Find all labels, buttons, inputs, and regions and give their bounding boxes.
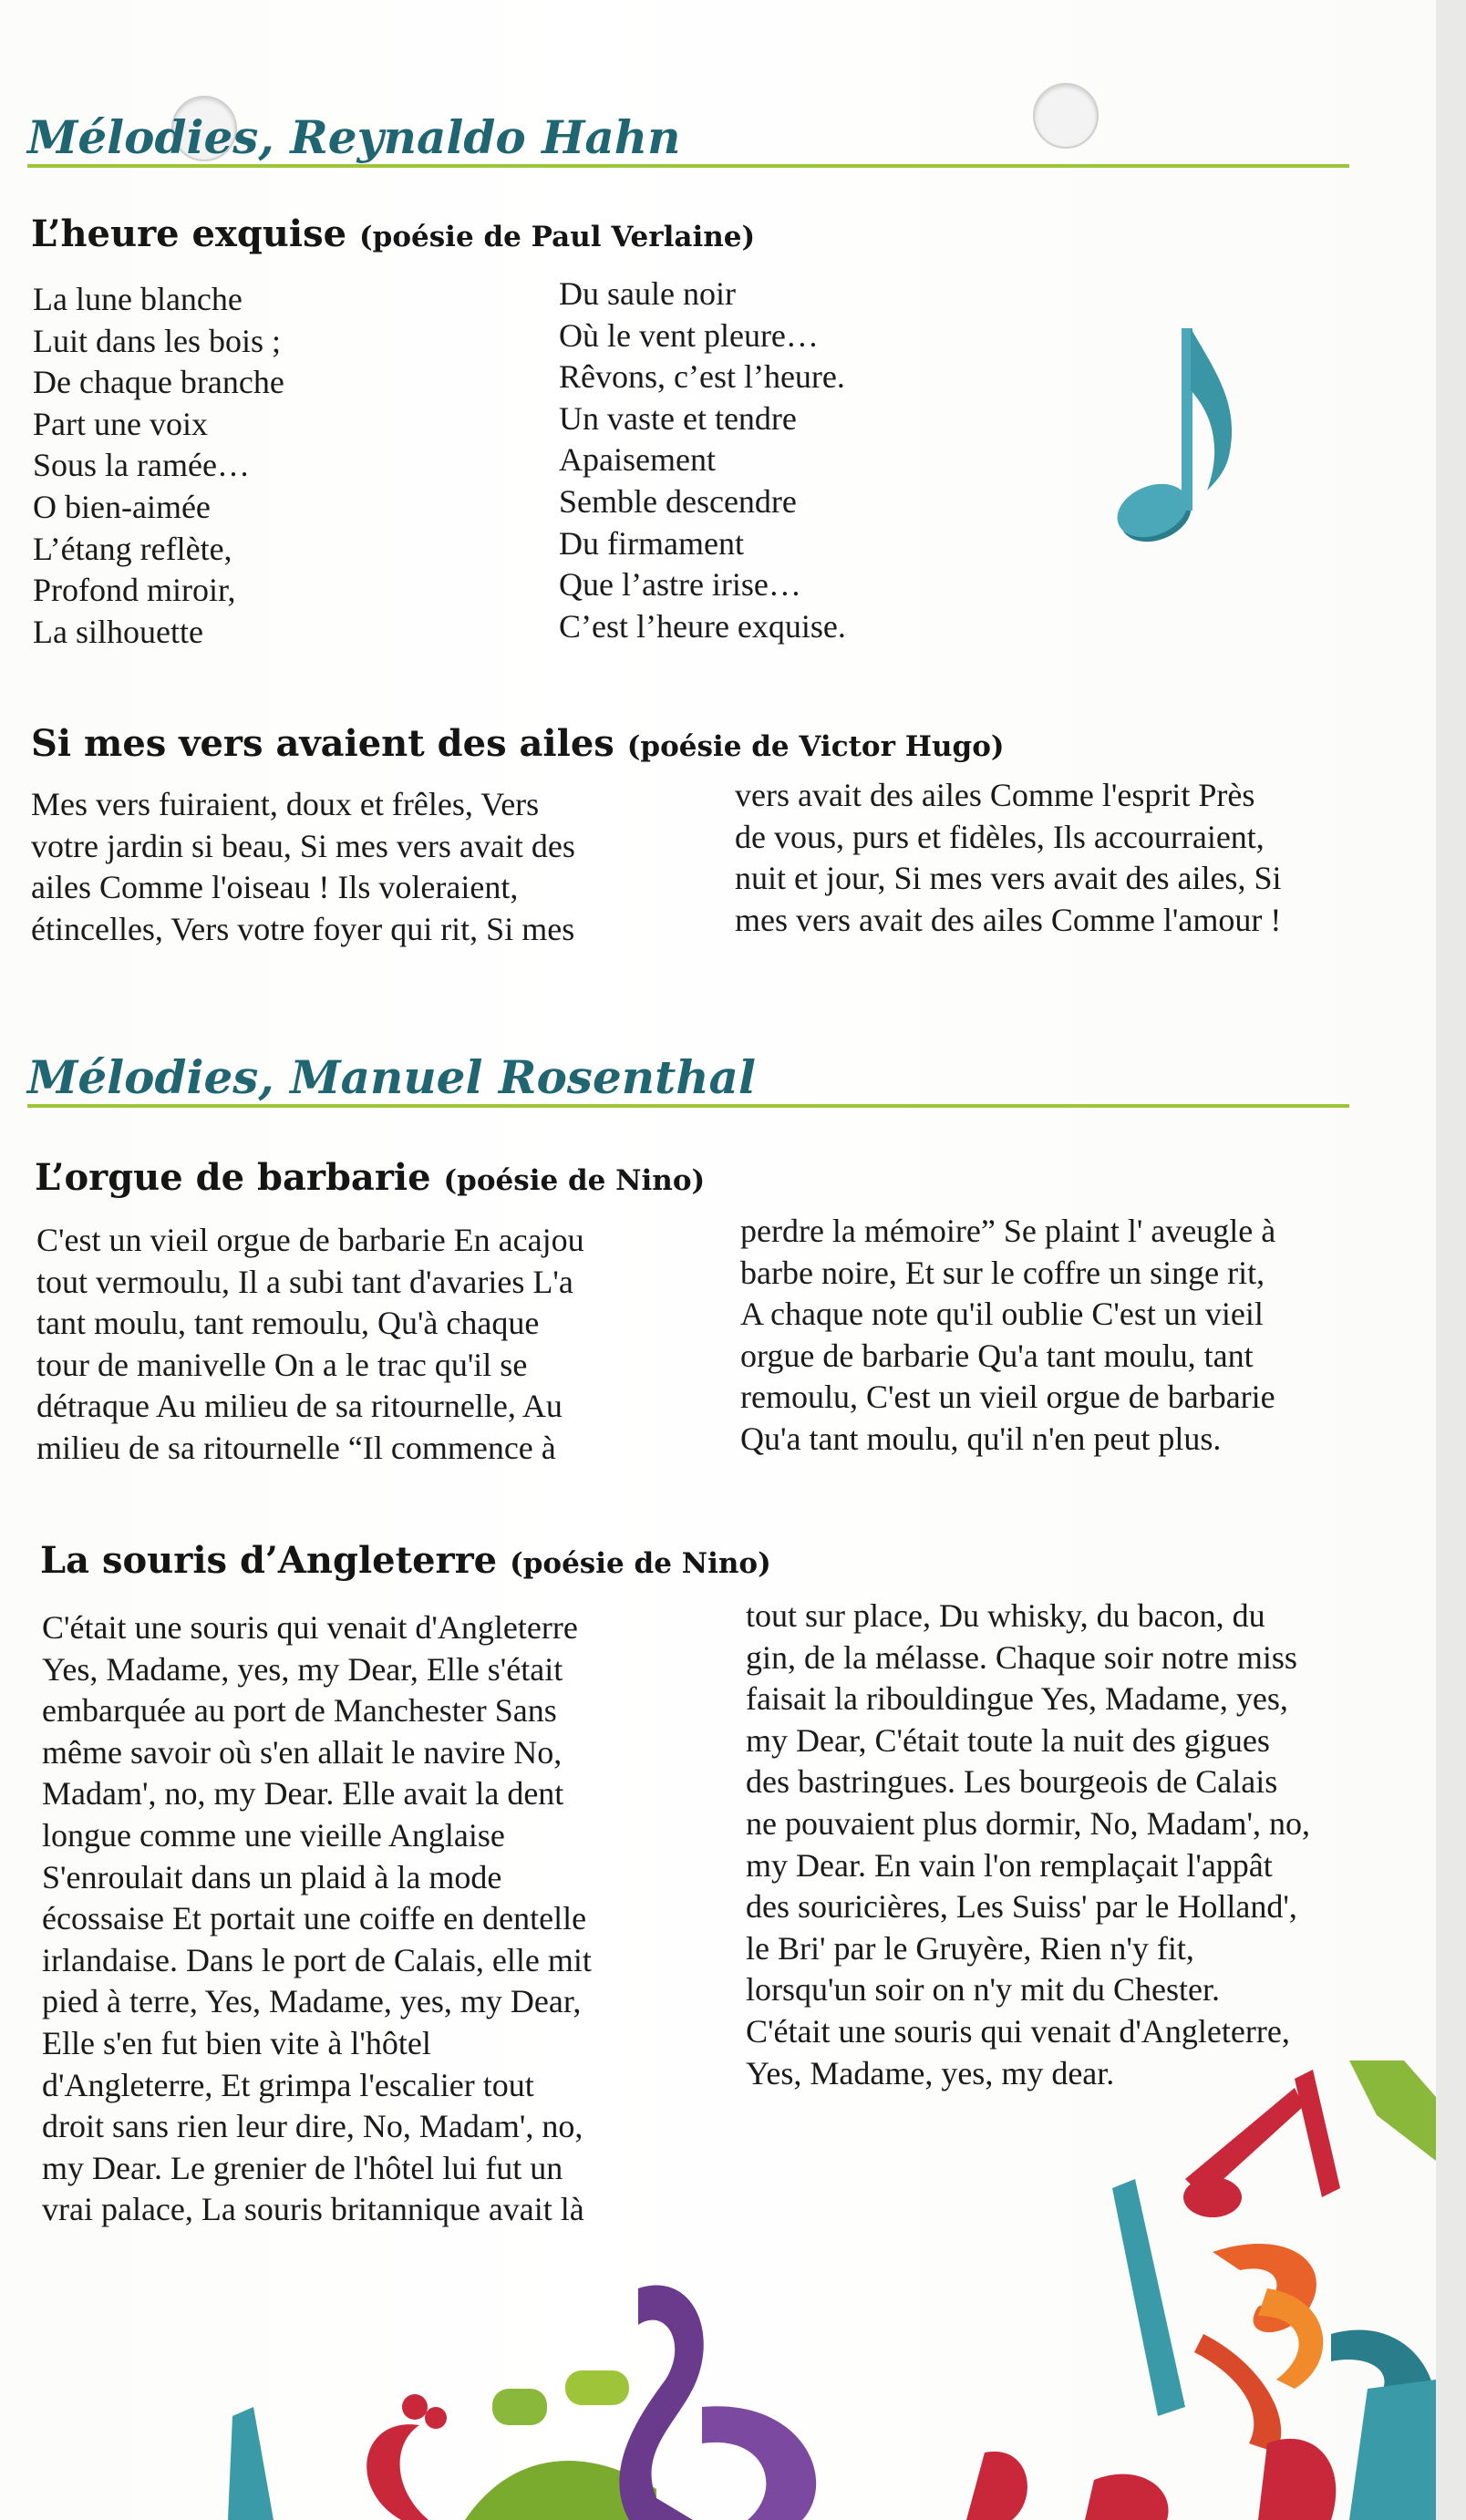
verse-line: Semble descendre bbox=[559, 482, 797, 520]
lyrics-line: vers avait des ailes Comme l'esprit Près bbox=[735, 777, 1255, 813]
lyrics-line: lorsqu'un soir on n'y mit du Chester. bbox=[746, 1971, 1220, 2009]
verse-line: Part une voix bbox=[33, 405, 208, 442]
lyrics-line: C'est un vieil orgue de barbarie En acajou bbox=[36, 1222, 584, 1258]
lyrics-line: Elle s'en fut bien vite à l'hôtel bbox=[42, 2024, 431, 2061]
lyrics-line: Yes, Madame, yes, my Dear, Elle s'était bbox=[42, 1650, 563, 1688]
lyrics-line: tour de manivelle On a le trac qu'il se bbox=[36, 1346, 528, 1383]
verse-line: Du saule noir bbox=[559, 275, 736, 312]
section-heading-rosenthal: Mélodies, Manuel Rosenthal bbox=[27, 1051, 1349, 1108]
verse-line: La lune blanche bbox=[33, 281, 243, 317]
song-title-text: Si mes vers avaient des ailes bbox=[31, 722, 614, 765]
purple-clef-icon bbox=[619, 2286, 816, 2520]
song-poet: (poésie de Victor Hugo) bbox=[626, 730, 1005, 763]
lyrics-line: milieu de sa ritournelle “Il commence à bbox=[36, 1429, 556, 1466]
song-title-orgue-de-barbarie bbox=[35, 1156, 705, 1199]
teal-note-icon bbox=[228, 2407, 274, 2520]
verse-line: De chaque branche bbox=[33, 364, 284, 401]
lyrics-line: Qu'a tant moulu, qu'il n'en peut plus. bbox=[740, 1420, 1222, 1457]
lyrics-line: my Dear. En vain l'on remplaçait l'appât bbox=[746, 1846, 1273, 1884]
verse-line: Un vaste et tendre bbox=[559, 399, 797, 437]
lyrics-line: détraque Au milieu de sa ritournelle, Au bbox=[36, 1388, 563, 1425]
verse-line: Apaisement bbox=[559, 441, 716, 479]
lyrics-line: faisait la ribouldingue Yes, Madame, yes, bbox=[746, 1680, 1288, 1718]
lyrics-line: ailes Comme l'oiseau ! Ils voleraient, bbox=[31, 869, 519, 906]
verse-line: Où le vent pleure… bbox=[559, 316, 819, 354]
lyrics-line: barbe noire, Et sur le coffre un singe rit, bbox=[740, 1254, 1265, 1291]
section-heading-hahn: Mélodies, Reynaldo Hahn bbox=[27, 111, 1349, 168]
verse-line: Luit dans les bois ; bbox=[33, 322, 281, 359]
lyrics-line: vrai palace, La souris britannique avait là bbox=[42, 2191, 584, 2228]
lyrics-line: mes vers avait des ailes Comme l'amour ! bbox=[735, 901, 1282, 938]
verse-left-column bbox=[33, 279, 507, 653]
lyrics-line: C'était une souris qui venait d'Angleterre bbox=[42, 1609, 578, 1646]
lyrics-right-column bbox=[746, 1596, 1375, 2094]
verse-line: Profond miroir, bbox=[33, 572, 236, 609]
song-title-si-mes-vers bbox=[31, 722, 1005, 765]
red-swirl-icon bbox=[366, 2394, 447, 2520]
lyrics-line: ne pouvaient plus dormir, No, Madam', no, bbox=[746, 1804, 1310, 1842]
lyrics-left-column bbox=[36, 1220, 666, 1470]
verse-line: Du firmament bbox=[559, 524, 744, 562]
lyrics-line: des souricières, Les Suiss' par le Holland', bbox=[746, 1888, 1297, 1926]
lyrics-left-column bbox=[31, 784, 660, 950]
song-title-heure-exquise bbox=[31, 212, 755, 255]
lyrics-line: C'était une souris qui venait d'Angleterre, bbox=[746, 2012, 1290, 2050]
lyrics-line: même savoir où s'en allait le navire No, bbox=[42, 1733, 563, 1771]
verse-line: C’est l’heure exquise. bbox=[559, 607, 846, 645]
lyrics-line: Yes, Madame, yes, my dear. bbox=[746, 2054, 1115, 2091]
lyrics-line: étincelles, Vers votre foyer qui rit, Si mes bbox=[31, 910, 575, 947]
lyrics-line: my Dear. Le grenier de l'hôtel lui fut un bbox=[42, 2149, 563, 2186]
lyrics-right-column bbox=[740, 1211, 1369, 1461]
lyrics-line: d'Angleterre, Et grimpa l'escalier tout bbox=[42, 2066, 534, 2103]
lyrics-line: écossaise Et portait une coiffe en dentelle bbox=[42, 1900, 587, 1937]
verse-line: L’étang reflète, bbox=[33, 530, 232, 567]
page-edge bbox=[1436, 0, 1466, 2520]
lyrics-line: des bastringues. Les bourgeois de Calais bbox=[746, 1763, 1278, 1801]
song-poet: (poésie de Nino) bbox=[443, 1164, 706, 1197]
lyrics-line: longue comme une vieille Anglaise bbox=[42, 1816, 505, 1854]
lyrics-line: votre jardin si beau, Si mes vers avait des bbox=[31, 827, 575, 864]
lyrics-line: tant moulu, tant remoulu, Qu'à chaque bbox=[36, 1305, 540, 1342]
lyrics-line: tout sur place, Du whisky, du bacon, du bbox=[746, 1597, 1265, 1634]
lyrics-line: de vous, purs et fidèles, Ils accourraient, bbox=[735, 818, 1265, 855]
verse-line: Que l’astre irise… bbox=[559, 566, 801, 604]
lyrics-line: Mes vers fuiraient, doux et frêles, Vers bbox=[31, 786, 540, 822]
lyrics-line: A chaque note qu'il oublie C'est un vieil bbox=[740, 1296, 1264, 1333]
music-notes-decoration bbox=[0, 2060, 1436, 2520]
song-poet: (poésie de Paul Verlaine) bbox=[358, 221, 756, 253]
lyrics-line: le Bri' par le Gruyère, Rien n'y fit, bbox=[746, 1929, 1194, 1967]
verse-line: O bien-aimée bbox=[33, 488, 211, 525]
colored-notes-cluster-icon bbox=[966, 2060, 1436, 2520]
lyrics-line: nuit et jour, Si mes vers avait des ailes, Si bbox=[735, 860, 1282, 897]
song-title-text: L’orgue de barbarie bbox=[35, 1156, 431, 1199]
lyrics-line: my Dear, C'était toute la nuit des gigues bbox=[746, 1721, 1270, 1759]
lyrics-line: droit sans rien leur dire, No, Madam', no, bbox=[42, 2108, 583, 2145]
song-title-text: La souris d’Angleterre bbox=[40, 1539, 498, 1582]
song-title-souris-angleterre bbox=[40, 1539, 771, 1582]
verse-line: La silhouette bbox=[33, 613, 203, 650]
lyrics-line: Madam', no, my Dear. Elle avait la dent bbox=[42, 1775, 564, 1813]
lyrics-line: embarquée au port de Manchester Sans bbox=[42, 1692, 557, 1730]
verse-right-column bbox=[559, 274, 1033, 647]
lyrics-line: pied à terre, Yes, Madame, yes, my Dear, bbox=[42, 1983, 582, 2020]
lyrics-line: perdre la mémoire” Se plaint l' aveugle à bbox=[740, 1213, 1276, 1249]
lyrics-line: gin, de la mélasse. Chaque soir notre miss bbox=[746, 1638, 1297, 1676]
lyrics-line: remoulu, C'est un vieil orgue de barbarie bbox=[740, 1379, 1275, 1416]
lyrics-line: irlandaise. Dans le port de Calais, elle mit bbox=[42, 1941, 592, 1978]
lyrics-line: tout vermoulu, Il a subi tant d'avaries L'a bbox=[36, 1263, 573, 1300]
lyrics-line: orgue de barbarie Qu'a tant moulu, tant bbox=[740, 1337, 1254, 1374]
song-title-text: L’heure exquise bbox=[31, 212, 347, 255]
lyrics-right-column bbox=[735, 775, 1364, 941]
eighth-note-icon bbox=[1112, 319, 1249, 547]
lyrics-line: S'enroulait dans un plaid à la mode bbox=[42, 1858, 502, 1895]
song-poet: (poésie de Nino) bbox=[510, 1547, 771, 1580]
verse-line: Sous la ramée… bbox=[33, 447, 250, 484]
verse-line: Rêvons, c’est l’heure. bbox=[559, 358, 845, 396]
